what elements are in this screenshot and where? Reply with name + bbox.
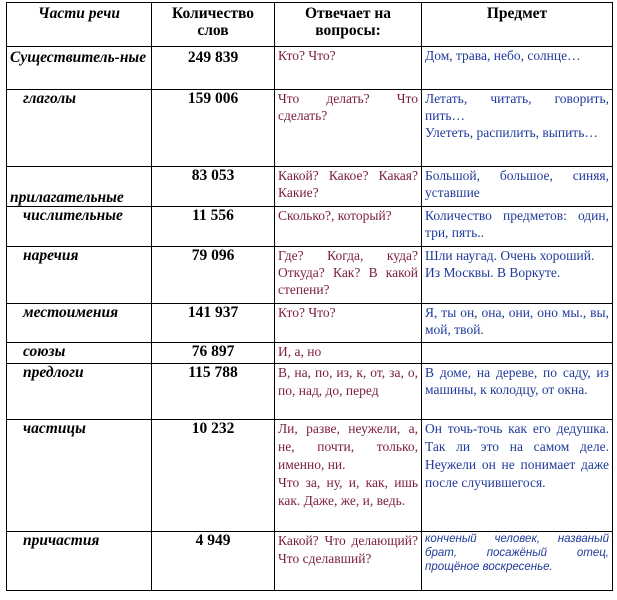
row-count: 115 788: [152, 364, 275, 420]
row-examples: Летать, читать, говорить, пить… Улететь, распилить, выпить…: [422, 90, 613, 167]
header-questions: Отвечает на вопросы:: [275, 3, 422, 47]
row-count: 159 006: [152, 90, 275, 167]
row-name: Существитель-ные: [7, 47, 152, 90]
row-count: 11 556: [152, 207, 275, 247]
row-name: предлоги: [7, 364, 152, 420]
row-name: частицы: [7, 420, 152, 532]
header-examples: Предмет: [422, 3, 613, 47]
table-row: [7, 47, 613, 90]
table-row: [7, 247, 613, 304]
row-count: 10 232: [152, 420, 275, 532]
row-name: глаголы: [7, 90, 152, 167]
header-word-count: Количество слов: [152, 3, 275, 47]
row-name: причастия: [7, 532, 152, 591]
row-questions: Что делать? Что сделать?: [275, 90, 422, 167]
table-row: [7, 304, 613, 343]
row-questions: Какой? Какое? Какая? Какие?: [275, 167, 422, 207]
row-questions: Ли, разве, неужели, а, не, почти, только, именно, ни. Что за, ну, и, как, ишь как. Даже, же, и, ведь.: [275, 420, 422, 532]
row-count: 4 949: [152, 532, 275, 591]
row-examples: Дом, трава, небо, солнце…: [422, 47, 613, 90]
row-questions: Сколько?, который?: [275, 207, 422, 247]
row-name: прилагательные: [7, 167, 152, 207]
row-questions: В, на, по, из, к, от, за, о, по, над, до, перед: [275, 364, 422, 420]
table-row: [7, 532, 613, 591]
row-questions: Где? Когда, куда? Откуда? Как? В какой степени?: [275, 247, 422, 304]
row-examples: Большой, большое, синяя, уставшие: [422, 167, 613, 207]
header-part-of-speech: Части речи: [7, 3, 152, 47]
table-row: [7, 364, 613, 420]
row-examples: Количество предметов: один, три, пять..: [422, 207, 613, 247]
row-examples: Он точь-точь как его дедушка. Так ли это на самом деле. Неужели он не понимает даже после случившегося.: [422, 420, 613, 532]
row-name: числительные: [7, 207, 152, 247]
row-count: 83 053: [152, 167, 275, 207]
table-row: [7, 90, 613, 167]
row-examples: Шли наугад. Очень хороший. Из Москвы. В Воркуте.: [422, 247, 613, 304]
row-count: 76 897: [152, 343, 275, 364]
row-count: 249 839: [152, 47, 275, 90]
row-name: наречия: [7, 247, 152, 304]
table-row: [7, 207, 613, 247]
row-questions: Кто? Что?: [275, 304, 422, 343]
table-row: [7, 167, 613, 207]
table-row: [7, 343, 613, 364]
row-examples: [422, 343, 613, 364]
row-count: 79 096: [152, 247, 275, 304]
row-questions: Кто? Что?: [275, 47, 422, 90]
table-row: [7, 420, 613, 532]
row-questions: Какой? Что делающий? Что сделавший?: [275, 532, 422, 591]
row-examples: Я, ты он, она, они, оно мы., вы, мой, твой.: [422, 304, 613, 343]
parts-of-speech-table: [6, 2, 613, 591]
header-row: [7, 3, 613, 47]
row-examples: В доме, на дереве, по саду, из машины, к колодцу, от окна.: [422, 364, 613, 420]
row-name: местоимения: [7, 304, 152, 343]
row-examples: конченый человек, названый брат, посажёный отец, прощёное воскресенье.: [422, 532, 613, 591]
row-count: 141 937: [152, 304, 275, 343]
row-questions: И, а, но: [275, 343, 422, 364]
row-name: союзы: [7, 343, 152, 364]
